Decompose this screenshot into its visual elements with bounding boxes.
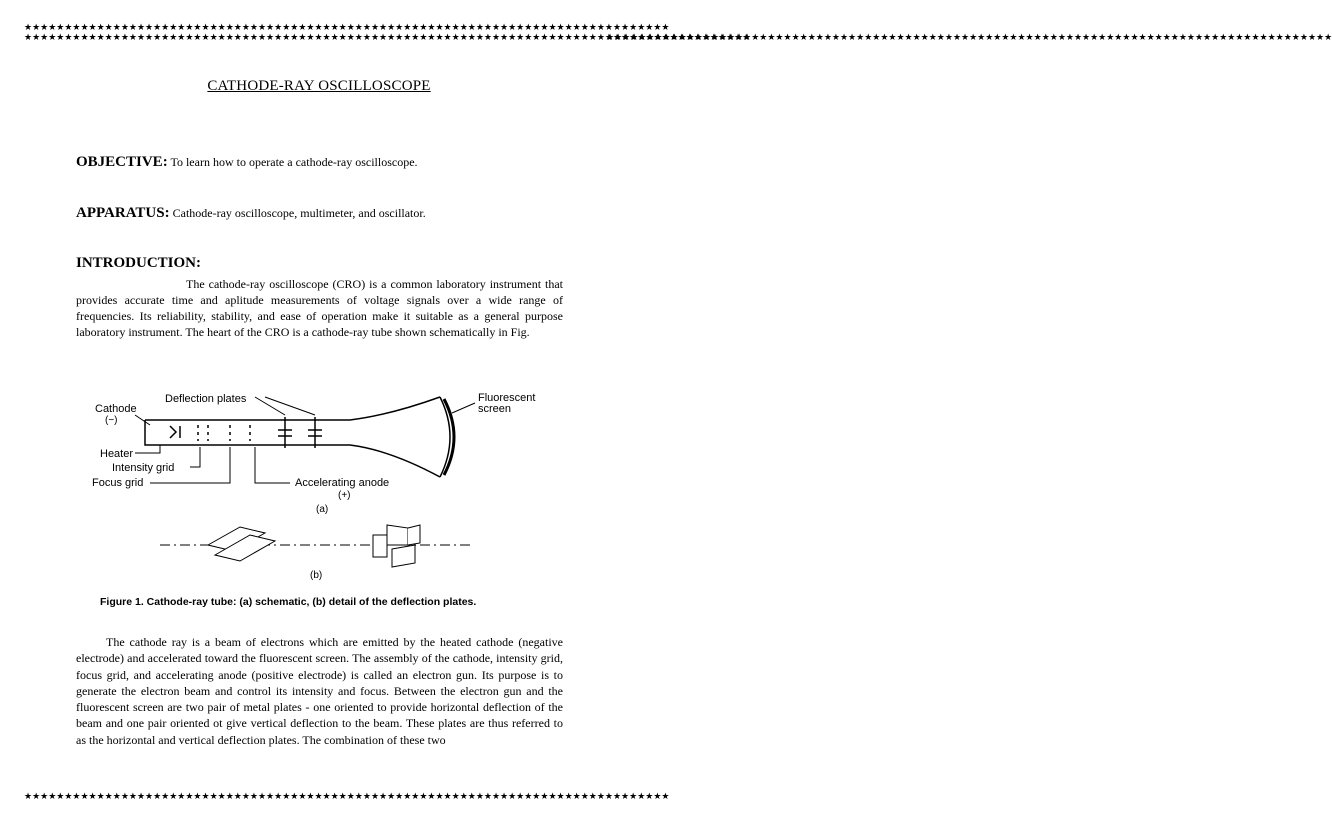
label-part-b: (b) xyxy=(310,570,323,581)
page-border-bottom: ★★★★★★★★★★★★★★★★★★★★★★★★★★★★★★★★★★★★★★★★★★★★★★★★★★★★★★★★★★★★★★★★★★★★★★★★★★★★★★★★ xyxy=(24,792,670,802)
label-intensity-grid: Intensity grid xyxy=(112,462,175,474)
introduction-heading: INTRODUCTION: xyxy=(76,255,202,271)
page-border-right: ★★★★★★★★★★★★★★★★★★★★★★★★★★★★★★★★★★★★★★★★★★★★★★★★★★★★★★★★★★★★★★★★★★★★★★★★★★★★★★★★★★★★★★★★★★ xyxy=(606,33,1332,43)
objective-section xyxy=(76,154,418,171)
cathode-ray-tube-figure xyxy=(90,385,550,615)
page-title: CATHODE-RAY OSCILLOSCOPE xyxy=(207,78,431,94)
label-part-a: (a) xyxy=(316,504,329,515)
label-cathode-sign: (−) xyxy=(105,415,118,426)
grid-dashes xyxy=(198,425,250,441)
introduction-paragraph-1: The cathode-ray oscilloscope (CRO) is a common laboratory instrument that provides accurate time and aplitude measurements of voltage signals over a wide range of frequencies. Its reliability, stability, and ease of operation make it suitable as a general purpose laboratory instrument. The heart of the CRO is a cathode-ray tube shown schematically in Fig. xyxy=(76,277,563,339)
page-border-left: ★★★★★★★★★★★★★★★★★★★★★★★★★★★★★★★★★★★★★★★★★★★★★★★★★★★★★★★★★★★★★★★★★★★★★★★★★★★★★★★★★★★★★★★★★★ xyxy=(24,33,751,43)
label-cathode: Cathode xyxy=(95,403,137,415)
objective-label: OBJECTIVE: xyxy=(76,154,168,170)
label-heater: Heater xyxy=(100,448,134,460)
label-deflection-plates: Deflection plates xyxy=(165,393,247,405)
leader-lines xyxy=(135,397,475,483)
apparatus-section xyxy=(76,205,426,222)
page-border-top: ★★★★★★★★★★★★★★★★★★★★★★★★★★★★★★★★★★★★★★★★★★★★★★★★★★★★★★★★★★★★★★★★★★★★★★★★★★★★★★★★ xyxy=(24,23,670,33)
label-fluorescent: Fluorescent xyxy=(478,392,536,404)
apparatus-text: Cathode-ray oscilloscope, multimeter, and oscillator. xyxy=(169,206,426,220)
cathode-symbol xyxy=(170,426,180,438)
label-accelerating-anode: Accelerating anode xyxy=(295,477,390,489)
deflection-plates xyxy=(278,417,322,448)
plates-detail xyxy=(160,525,470,567)
apparatus-label: APPARATUS: xyxy=(76,205,170,221)
introduction-paragraph-2: The cathode ray is a beam of electrons which are emitted by the heated cathode (negative electrode) and accelerated toward the fluorescent screen. The assembly of the cathode, intensity grid, focus grid, and accelerating anode (positive electrode) is called an electron gun. Its purpose is to generate the electron beam and control its intensity and focus. Between the electron gun and the fluorescent screen are two pair of metal plates - one oriented to provide horizontal deflection of the beam and one pair oriented ot give vertical deflection to the beam. These plates are thus referred to as the horizontal and vertical deflection plates. The combination of these two xyxy=(76,635,563,747)
label-screen: screen xyxy=(478,403,512,415)
label-anode-sign: (+) xyxy=(338,490,351,501)
label-focus-grid: Focus grid xyxy=(92,477,144,489)
figure-caption: Figure 1. Cathode-ray tube: (a) schematic, (b) detail of the deflection plates. xyxy=(100,596,477,608)
objective-text: To learn how to operate a cathode-ray oscilloscope. xyxy=(167,155,418,169)
